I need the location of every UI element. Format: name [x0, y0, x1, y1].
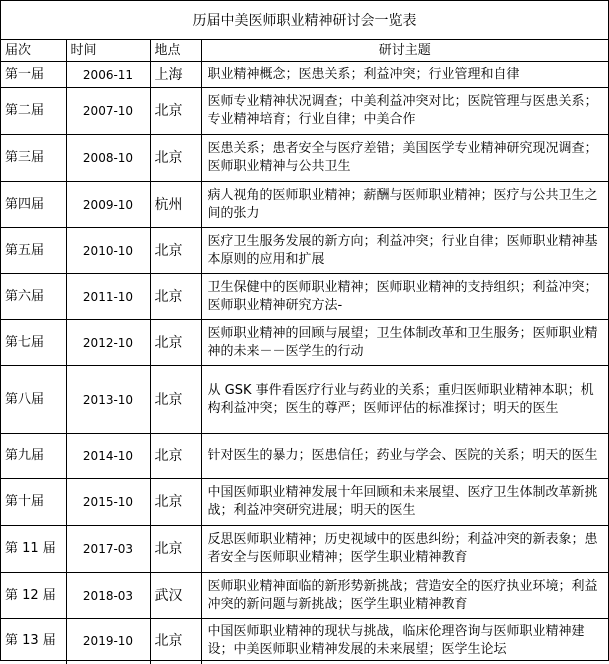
header-row: [1, 40, 608, 62]
table-row: [1, 88, 608, 135]
topic-cell: 医师职业精神的回顾与展望；卫生体制改革和卫生服务；医师职业精神的未来－－医学生的行动: [201, 320, 608, 366]
topic-cell: 从 GSK 事件看医疗行业与药业的关系；重归医师职业精神本职；机构利益冲突；医生的尊严；医师评估的标准探讨；明天的医生: [201, 366, 608, 434]
time-cell: 2015-10: [66, 479, 150, 526]
table-row: [1, 274, 608, 320]
table-row: [1, 228, 608, 274]
session-cell: 第七届: [1, 320, 66, 366]
session-cell: 第二届: [1, 88, 66, 135]
place-cell: 杭州: [150, 182, 201, 228]
time-cell: 2012-10: [66, 320, 150, 366]
place-cell: 北京: [150, 434, 201, 479]
place-cell: 北京: [150, 526, 201, 573]
time-cell: 2011-10: [66, 274, 150, 320]
session-cell: 第四届: [1, 182, 66, 228]
place-cell: 北京: [150, 88, 201, 135]
table-row: [1, 526, 608, 573]
place-cell: 武汉: [150, 573, 201, 619]
time-cell: 2019-10: [66, 619, 150, 664]
topic-cell: 医患关系；患者安全与医疗差错；美国医学专业精神研究现况调查；医师职业精神与公共卫生: [201, 135, 608, 182]
table-row: [1, 434, 608, 479]
place-cell: 北京: [150, 366, 201, 434]
session-cell: 第八届: [1, 366, 66, 434]
time-cell: 2014-10: [66, 434, 150, 479]
table-row: [1, 366, 608, 434]
place-cell: 上海: [150, 62, 201, 88]
session-cell: 第一届: [1, 62, 66, 88]
time-cell: 2008-10: [66, 135, 150, 182]
header-time: 时间: [66, 40, 150, 62]
place-cell: 北京: [150, 135, 201, 182]
time-cell: 2018-03: [66, 573, 150, 619]
place-cell: 北京: [150, 228, 201, 274]
topic-cell: 卫生保健中的医师职业精神；医师职业精神的支持组织；利益冲突；医师职业精神研究方法-: [201, 274, 608, 320]
header-session: 届次: [1, 40, 66, 62]
place-cell: 北京: [150, 479, 201, 526]
time-cell: 2010-10: [66, 228, 150, 274]
session-cell: 第十届: [1, 479, 66, 526]
header-place: 地点: [150, 40, 201, 62]
table-title: 历届中美医师职业精神研讨会一览表: [1, 1, 608, 40]
session-cell: 第 12 届: [1, 573, 66, 619]
time-cell: 2007-10: [66, 88, 150, 135]
session-cell: 第六届: [1, 274, 66, 320]
session-cell: 第五届: [1, 228, 66, 274]
topic-cell: 医师专业精神状况调查；中美利益冲突对比；医院管理与医患关系；专业精神培育；行业自律；中美合作: [201, 88, 608, 135]
time-cell: 2013-10: [66, 366, 150, 434]
session-cell: 第九届: [1, 434, 66, 479]
table-row: [1, 182, 608, 228]
table-row: [1, 479, 608, 526]
topic-cell: 中国医师职业精神发展十年回顾和未来展望、医疗卫生体制改革新挑战；利益冲突研究进展；明天的医生: [201, 479, 608, 526]
time-cell: 2006-11: [66, 62, 150, 88]
place-cell: 北京: [150, 320, 201, 366]
topic-cell: 针对医生的暴力；医患信任；药业与学会、医院的关系；明天的医生: [201, 434, 608, 479]
session-cell: 第 11 届: [1, 526, 66, 573]
time-cell: 2009-10: [66, 182, 150, 228]
session-cell: 第三届: [1, 135, 66, 182]
place-cell: 北京: [150, 274, 201, 320]
topic-cell: 医疗卫生服务发展的新方向；利益冲突；行业自律；医师职业精神基本原则的应用和扩展: [201, 228, 608, 274]
table-row: [1, 135, 608, 182]
place-cell: 北京: [150, 619, 201, 664]
time-cell: 2017-03: [66, 526, 150, 573]
topic-cell: 反思医师职业精神；历史视域中的医患纠纷；利益冲突的新表象；患者安全与医师职业精神；医学生职业精神教育: [201, 526, 608, 573]
session-cell: 第 13 届: [1, 619, 66, 664]
table-row: [1, 62, 608, 88]
table-row: [1, 573, 608, 619]
header-topic: 研讨主题: [201, 40, 608, 62]
conference-table: [1, 40, 608, 664]
table-row: [1, 619, 608, 664]
topic-cell: 医师职业精神面临的新形势新挑战；营造安全的医疗执业环境；利益冲突的新问题与新挑战；医学生职业精神教育: [201, 573, 608, 619]
topic-cell: 病人视角的医师职业精神；薪酬与医师职业精神；医疗与公共卫生之间的张力: [201, 182, 608, 228]
topic-cell: 中国医师职业精神的现状与挑战，临床伦理咨询与医师职业精神建设；中美医师职业精神发展的未来展望；医学生论坛: [201, 619, 608, 664]
table-row: [1, 320, 608, 366]
topic-cell: 职业精神概念；医患关系；利益冲突；行业管理和自律: [201, 62, 608, 88]
